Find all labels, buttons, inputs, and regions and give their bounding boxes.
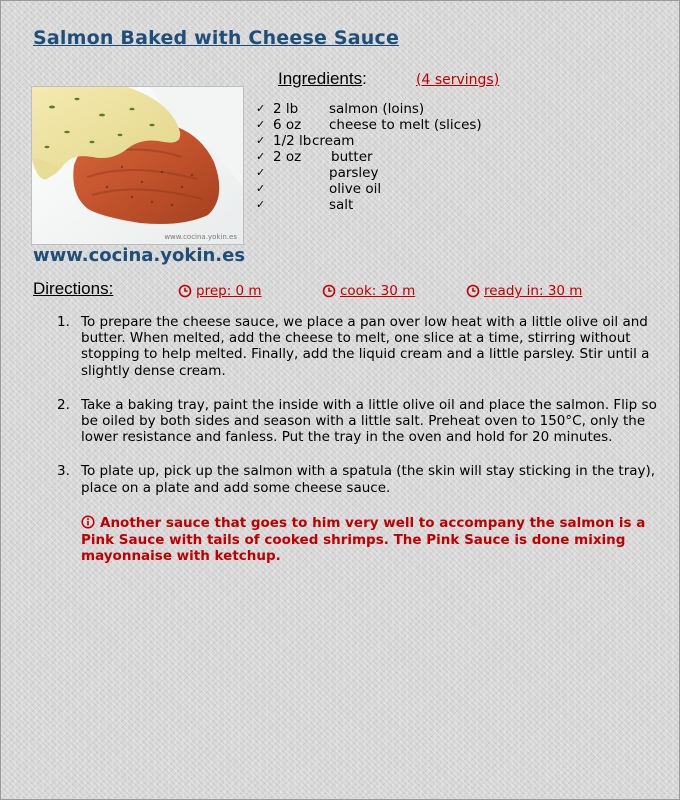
ingredient-name: parsley bbox=[329, 165, 379, 181]
ingredients-heading bbox=[278, 69, 367, 89]
ingredient-qty: 2 lb bbox=[273, 101, 299, 117]
servings-link[interactable]: (4 servings) bbox=[416, 72, 500, 88]
check-icon: ✓ bbox=[256, 166, 266, 179]
cook-time-label: cook: 30 m bbox=[340, 283, 416, 299]
ingredients-heading-colon: : bbox=[362, 69, 367, 88]
ingredient-qty: 6 oz bbox=[273, 117, 302, 133]
step-number: 1. bbox=[57, 314, 70, 330]
ingredient-name: butter bbox=[331, 149, 373, 165]
prep-time-label: prep: 0 m bbox=[196, 283, 262, 299]
check-icon: ✓ bbox=[256, 102, 266, 115]
check-icon: ✓ bbox=[256, 134, 266, 147]
step-text: To plate up, pick up the salmon with a spatula (the skin will stay sticking in the tray), place on a plate and add some cheese sauce. bbox=[81, 463, 656, 496]
ingredient-name: olive oil bbox=[329, 181, 382, 197]
direction-steps bbox=[52, 314, 657, 514]
ingredient-name: salt bbox=[329, 197, 354, 213]
recipe-photo bbox=[31, 86, 244, 245]
website-url[interactable]: www.cocina.yokin.es bbox=[33, 245, 246, 266]
step-number: 2. bbox=[57, 396, 70, 413]
ingredient-name: cheese to melt (slices) bbox=[329, 117, 482, 133]
ready-time-label: ready in: 30 m bbox=[484, 283, 583, 299]
salmon-photo-illustration bbox=[32, 87, 243, 244]
step-text: To prepare the cheese sauce, we place a pan over low heat with a little olive oil and butter. When melted, add the cheese to melt, one slice at a time, stirring without stopping to help melted. Finally, add the liquid cream and a little parsley. Stir until a slightly dense cream. bbox=[81, 314, 650, 379]
prep-time[interactable] bbox=[178, 283, 262, 299]
tip-note bbox=[81, 515, 651, 565]
clock-icon bbox=[178, 284, 192, 298]
ingredients-heading-label: Ingredients bbox=[278, 69, 363, 88]
step-item bbox=[52, 314, 657, 379]
ingredient-name: cream bbox=[312, 133, 355, 149]
ingredient-qty: 1/2 lb bbox=[273, 133, 312, 149]
check-icon: ✓ bbox=[256, 198, 266, 211]
ready-time[interactable] bbox=[466, 283, 582, 299]
step-item bbox=[52, 463, 657, 495]
tip-note-text: Another sauce that goes to him very well to accompany the salmon is a Pink Sauce with tails of cooked shrimps. The Pink Sauce is done mixing mayonnaise with ketchup. bbox=[81, 515, 646, 564]
info-icon bbox=[81, 515, 95, 529]
step-number: 3. bbox=[57, 463, 70, 480]
check-icon: ✓ bbox=[256, 150, 266, 163]
cook-time[interactable] bbox=[322, 283, 415, 299]
clock-icon bbox=[466, 284, 480, 298]
ingredient-qty: 2 oz bbox=[273, 149, 302, 165]
check-icon: ✓ bbox=[256, 182, 266, 195]
clock-icon bbox=[322, 284, 336, 298]
step-item bbox=[52, 397, 657, 446]
photo-watermark: www.cocina.yokin.es bbox=[164, 233, 237, 241]
directions-heading: Directions: bbox=[33, 279, 114, 298]
recipe-title: Salmon Baked with Cheese Sauce bbox=[33, 27, 400, 49]
check-icon: ✓ bbox=[256, 118, 266, 131]
ingredient-name: salmon (loins) bbox=[329, 101, 425, 117]
step-text: Take a baking tray, paint the inside with a little olive oil and place the salmon. Flip so be oiled by both sides and season with a little salt. Preheat oven to 150°C, only the lower resistance and fanless. Put the tray in the oven and hold for 20 minutes. bbox=[81, 396, 657, 446]
